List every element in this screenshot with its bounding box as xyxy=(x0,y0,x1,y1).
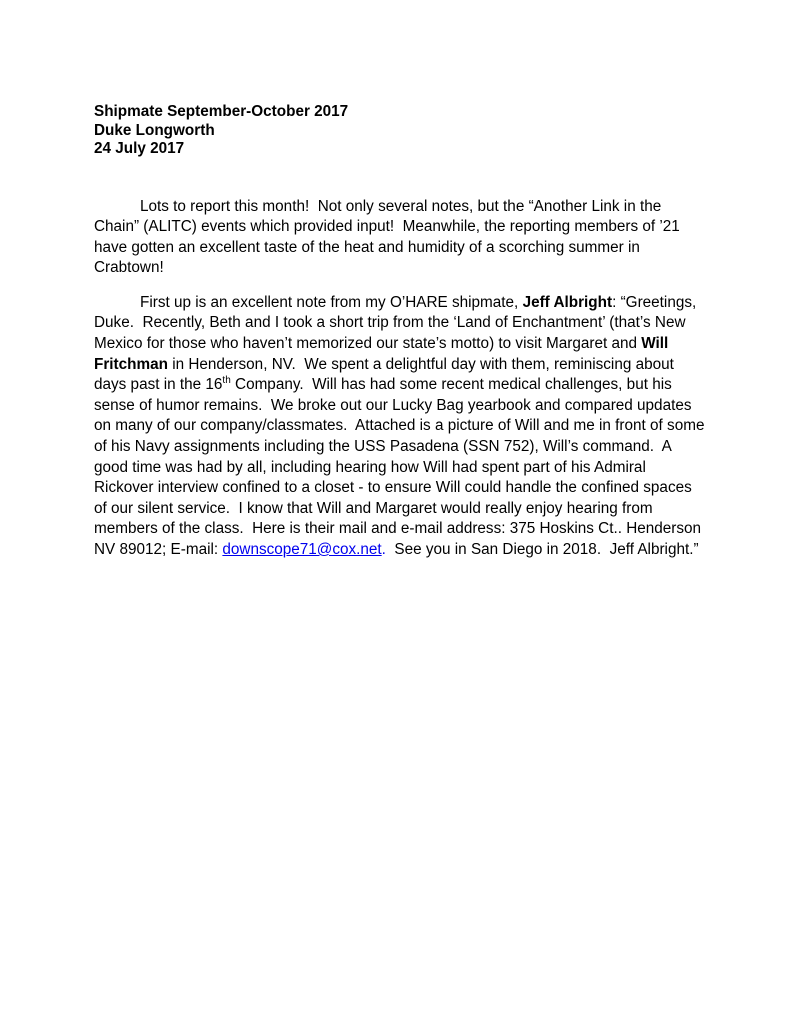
paragraph-albright-note xyxy=(94,293,709,561)
bold-name-run: Jeff Albright xyxy=(522,293,613,311)
text-run: Lots to report this month! Not only several notes, but the “Another Link in the Chain” (ALITC) events which provided input! Meanwhile, the reporting members of ’21 have gotten an excellent taste of the heat and humidity of a scorching summer in Crabtown! xyxy=(94,197,685,277)
document-header xyxy=(94,103,706,159)
bold-name-run: Will Fritchman xyxy=(94,335,673,373)
text-run: See you in San Diego in 2018. Jeff Albright.” xyxy=(385,541,699,558)
superscript-run: th xyxy=(222,375,231,387)
link-colored-period: . xyxy=(381,541,386,558)
email-link[interactable]: downscope71@cox.net xyxy=(222,541,382,558)
date-line: 24 July 2017 xyxy=(94,140,185,157)
text-run: : “Greetings, Duke. Recently, Beth and I took a short trip from the ‘Land of Enchantment’ (that’s New Mexico for those who haven’t memorized our state’s motto) to visit Margaret and xyxy=(94,293,701,353)
text-run: Company. Will has had some recent medical challenges, but his sense of humor remains. We broke out our Lucky Bag yearbook and compared updates on many of our company/classmates. Attached is a picture of Will and me in front of some of his Navy assignments including the USS Pasadena (SSN 752), Will’s command. A good time was had by all, including hearing how Will had spent part of his Admiral Rickover interview confined to a closet - to ensure Will could handle the confined spaces of our silent service. I know that Will and Margaret would really enjoy hearing from members of the class. Here is their mail and e-mail address: 375 Hoskins Ct.. Henderson NV 89012; E-mail: xyxy=(94,376,709,558)
text-run: in Henderson, NV. We spent a delightful day with them, reminiscing about days past in the 16 xyxy=(94,355,679,394)
text-run: First up is an excellent note from my O’HARE shipmate, xyxy=(140,293,523,311)
author-name-line: Duke Longworth xyxy=(94,121,215,139)
paragraph-intro xyxy=(94,197,706,279)
publication-issue-line: Shipmate September-October 2017 xyxy=(94,103,349,120)
